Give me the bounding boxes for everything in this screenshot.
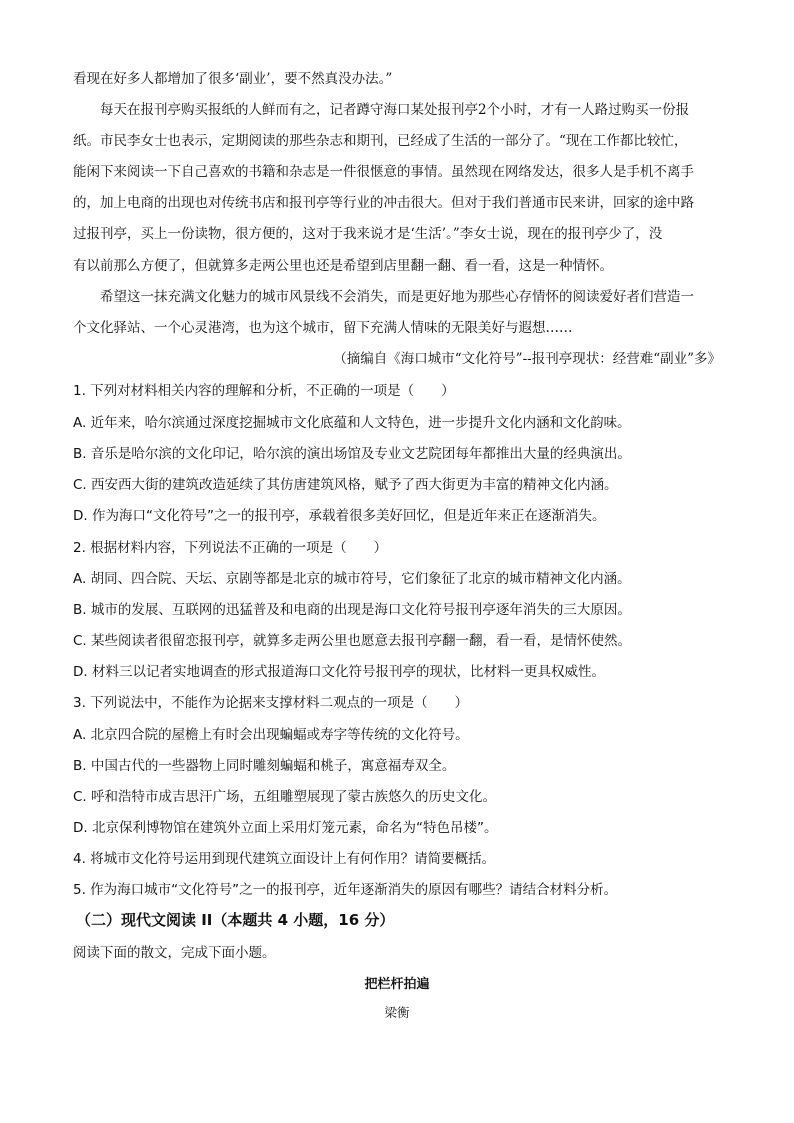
- question-5: 5. 作为海口城市“文化符号”之一的报刊亭，近年逐渐消失的原因有哪些？请结合材料分析。: [73, 882, 618, 898]
- passage-line: 过报刊亭，买上一份读物，很方便的，这对于我来说才是‘生活’。”李女士说，现在的报刊亭少了，没: [73, 226, 663, 242]
- option-3a: A. 北京四合院的屋檐上有时会出现蝙蝠或寿字等传统的文化符号。: [73, 727, 469, 743]
- question-4: 4. 将城市文化符号运用到现代建筑立面设计上有何作用？请简要概括。: [73, 851, 496, 867]
- option-2a: A. 胡同、四合院、天坛、京剧等都是北京的城市符号，它们象征了北京的城市精神文化内涵。: [73, 571, 631, 587]
- passage-line: 纸。市民李女士也表示，定期阅读的那些杂志和期刊，已经成了生活的一部分了。“现在工作都比较忙，: [73, 133, 688, 149]
- essay-author: 梁衡: [384, 1005, 410, 1020]
- option-1d: D. 作为海口“文化符号”之一的报刊亭，承载着很多美好回忆，但是近年来正在逐渐消失。: [73, 508, 606, 524]
- option-1c: C. 西安西大街的建筑改造延续了其仿唐建筑风格，赋予了西大街更为丰富的精神文化内涵。: [73, 477, 618, 493]
- question-1: 1. 下列对材料相关内容的理解和分析，不正确的一项是（ ）: [73, 383, 455, 399]
- option-3d: D. 北京保利博物馆在建筑外立面上采用灯笼元素，命名为“特色吊楼”。: [73, 820, 498, 836]
- option-1b: B. 音乐是哈尔滨的文化印记，哈尔滨的演出场馆及专业文艺院团每年都推出大量的经典演出。: [73, 446, 631, 462]
- section-instruction: 阅读下面的散文，完成下面小题。: [73, 945, 276, 961]
- option-2b: B. 城市的发展、互联网的迅猛普及和电商的出现是海口文化符号报刊亭逐年消失的三大原因。: [73, 602, 631, 618]
- passage-source: （摘编自《海口城市“文化符号”--报刊亭现状：经营难“副业”多》: [333, 351, 721, 367]
- option-2c: C. 某些阅读者很留恋报刊亭，就算多走两公里也愿意去报刊亭翻一翻，看一看，是情怀使然。: [73, 633, 632, 649]
- passage-line: 个文化驿站、一个心灵港湾，也为这个城市，留下充满人情味的无限美好与遐想……: [73, 320, 573, 336]
- question-2: 2. 根据材料内容，下列说法不正确的一项是（ ）: [73, 540, 388, 556]
- option-2d: D. 材料三以记者实地调查的形式报道海口文化符号报刊亭的现状，比材料一更具权威性。: [73, 664, 605, 680]
- passage-line: 能闲下来阅读一下自己喜欢的书籍和杂志是一件很惬意的事情。虽然现在网络发达，很多人是手机不离手: [73, 164, 694, 180]
- passage-line: 的，加上电商的出现也对传统书店和报刊亭等行业的冲击很大。但对于我们普通市民来讲，回家的途中路: [73, 195, 694, 211]
- passage-line: 每天在报刊亭购买报纸的人鲜而有之，记者蹲守海口某处报刊亭2个小时，才有一人路过购买一份报: [100, 102, 690, 118]
- passage-line: 看现在好多人都增加了很多‘副业’，要不然真没办法。”: [73, 71, 393, 87]
- question-3: 3. 下列说法中，不能作为论据来支撑材料二观点的一项是（ ）: [73, 695, 469, 711]
- option-3b: B. 中国古代的一些器物上同时雕刻蝙蝠和桃子，寓意福寿双全。: [73, 758, 456, 774]
- option-3c: C. 呼和浩特市成吉思汗广场，五组雕塑展现了蒙古族悠久的历史文化。: [73, 789, 497, 805]
- passage-line: 希望这一抹充满文化魅力的城市风景线不会消失，而是更好地为那些心存情怀的阅读爱好者们营造一: [100, 289, 694, 305]
- option-1a: A. 近年来，哈尔滨通过深度挖掘城市文化底蕴和人文特色，进一步提升文化内涵和文化韵味。: [73, 415, 631, 431]
- passage-line: 有以前那么方便了，但就算多走两公里也还是希望到店里翻一翻、看一看，这是一种情怀。: [73, 258, 613, 274]
- essay-title: 把栏杆拍遍: [364, 977, 430, 992]
- section-heading: （二）现代文阅读 II（本题共 4 小题，16 分）: [76, 911, 395, 929]
